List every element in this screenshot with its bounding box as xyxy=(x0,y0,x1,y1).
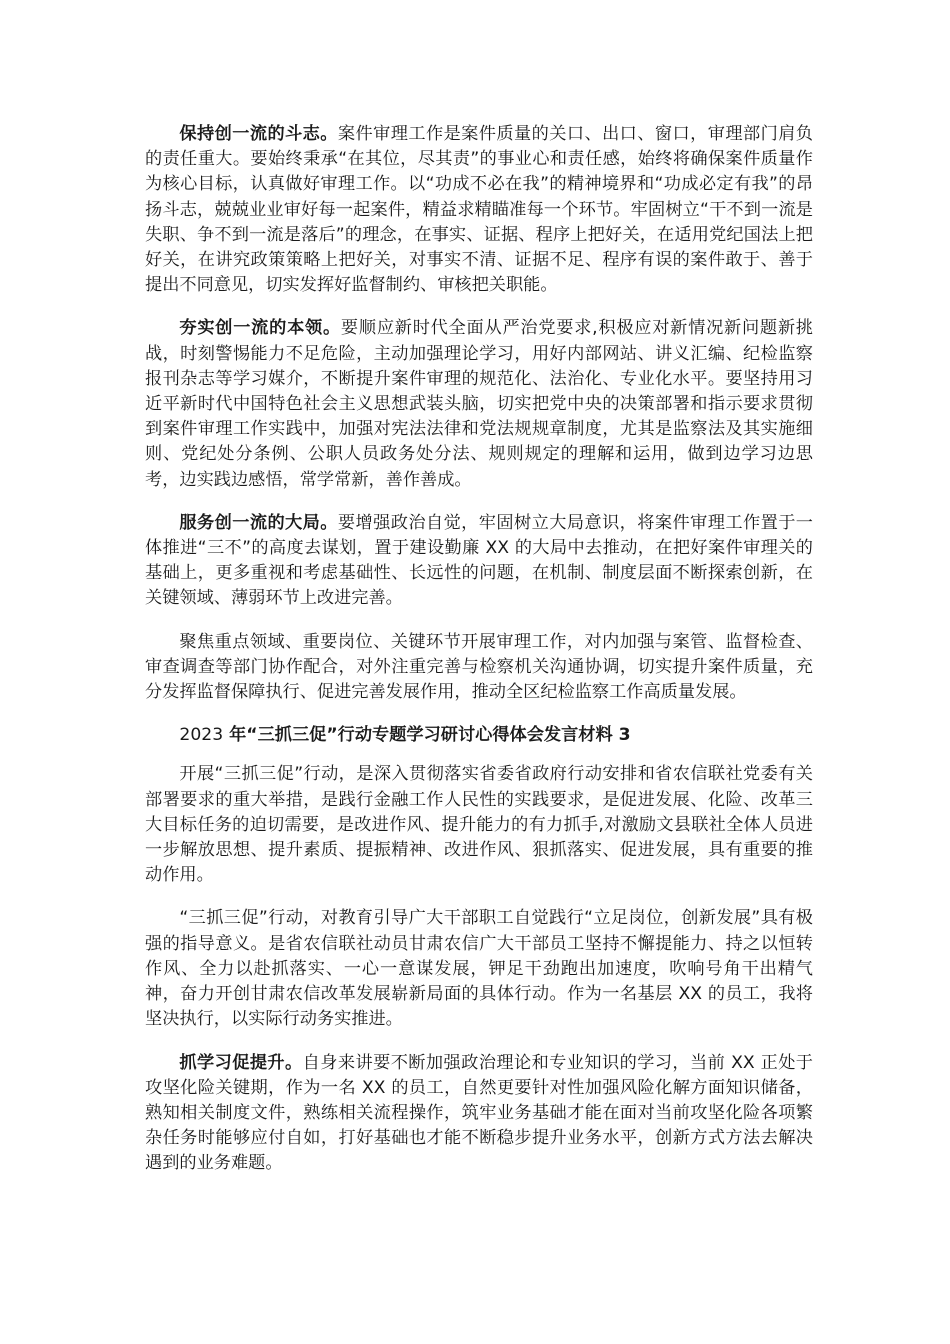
paragraph-lead: 抓学习促提升。 xyxy=(179,1052,303,1073)
paragraph-text: 开展“三抓三促”行动，是深入贯彻落实省委省政府行动安排和省农信联社党委有关部署要求的重大举措，是践行金融工作人民性的实践要求，是促进发展、化险、改革三大目标任务的迫切需要，是改进作风、提升能力的有力抓手,对激励文县联社全体人员进一步解放思想、提升素质、提振精神、改进作风、狠抓落实、促进发展，具有重要的推动作用。 xyxy=(145,764,813,886)
paragraph-focus-areas xyxy=(145,630,813,706)
paragraph-text: “三抓三促”行动，对教育引导广大干部职工自觉践行“立足岗位，创新发展”具有极强的指导意义。是省农信联社动员甘肃农信广大干部员工坚持不懈提能力、持之以恒转作风、全力以赴抓落实、一心一意谋发展，钾足干劲跑出加速度，吹响号角干出精气神，奋力开创甘肃农信改革发展崭新局面的具体行动。作为一名基层 XX 的员工，我将坚决执行，以实际行动务实推进。 xyxy=(145,908,813,1030)
paragraph-campaign-significance xyxy=(145,906,813,1032)
paragraph-text: 案件审理工作是案件质量的关口、出口、窗口，审理部门肩负的责任重大。要始终秉承“在其位，尽其责”的事业心和责任感，始终将确保案件质量作为核心目标，认真做好审理工作。以“功成不必在我”的精神境界和“功成必定有我”的昂扬斗志，兢兢业业审好每一起案件，精益求精瞄准每一个环节。牢固树立“干不到一流是失职、争不到一流是落后”的理念，在事实、证据、程序上把好关，在适用党纪国法上把好关，在讲究政策策略上把好关，对事实不清、证据不足、程序有误的案件敢于、善于提出不同意见，切实发挥好监督制约、审核把关职能。 xyxy=(145,124,813,296)
paragraph-striving-spirit xyxy=(145,122,813,298)
section-heading xyxy=(145,723,813,748)
paragraph-text: 聚焦重点领域、重要岗位、关键环节开展审理工作，对内加强与案管、监督检查、审查调查等部门协作配合，对外注重完善与检察机关沟通协调，切实提升案件质量，充分发挥监督保障执行、促进完善发展作用，推动全区纪检监察工作高质量发展。 xyxy=(145,631,813,703)
paragraph-text: 要顺应新时代全面从严治党要求,积极应对新情况新问题新挑战，时刻警惕能力不足危险，主动加强理论学习，用好内部网站、讲义汇编、纪检监察报刊杂志等学习媒介，不断提升案件审理的规范化、法治化、专业化水平。要坚持用习近平新时代中国特色社会主义思想武装头脑，切实把党中央的决策部署和指示要求贯彻到案件审理工作实践中，加强对宪法法律和党法规规章制度，尤其是监察法及其实施细则、党纪处分条例、公职人员政务处分法、规则规定的理解和运用，做到边学习边思考，边实践边感悟，常学常新，善作善成。 xyxy=(145,318,813,490)
paragraph-study-improve xyxy=(145,1051,813,1177)
paragraph-text: 自身来讲要不断加强政治理论和专业知识的学习，当前 XX 正处于攻坚化险关键期，作为一名 XX 的员工，自然更要针对性加强风险化解方面知识储备，熟知相关制度文件，熟练相关流程操作，筑牢业务基础才能在面对当前攻坚化险各项繁杂任务时能够应付自如，打好基础也才能不断稳步提升业务水平，创新方式方法去解决遇到的业务难题。 xyxy=(145,1052,813,1174)
paragraph-lead: 夯实创一流的本领。 xyxy=(179,318,341,339)
paragraph-skills xyxy=(145,316,813,492)
paragraph-big-picture xyxy=(145,511,813,612)
paragraph-campaign-intro xyxy=(145,762,813,888)
heading-title: 年“三抓三促”行动专题学习研讨心得体会发言材料 3 xyxy=(223,725,631,746)
paragraph-text: 要增强政治自觉，牢固树立大局意识，将案件审理工作置于一体推进“三不”的高度去谋划，置于建设勤廉 XX 的大局中去推动，在把好案件审理关的基础上，更多重视和考虑基础性、长远性的问题，在机制、制度层面不断探索创新，在关键领域、薄弱环节上改进完善。 xyxy=(145,512,813,609)
paragraph-lead: 服务创一流的大局。 xyxy=(179,512,338,533)
paragraph-lead: 保持创一流的斗志。 xyxy=(179,124,338,144)
document-body xyxy=(145,122,813,1195)
heading-year: 2023 xyxy=(179,725,224,746)
